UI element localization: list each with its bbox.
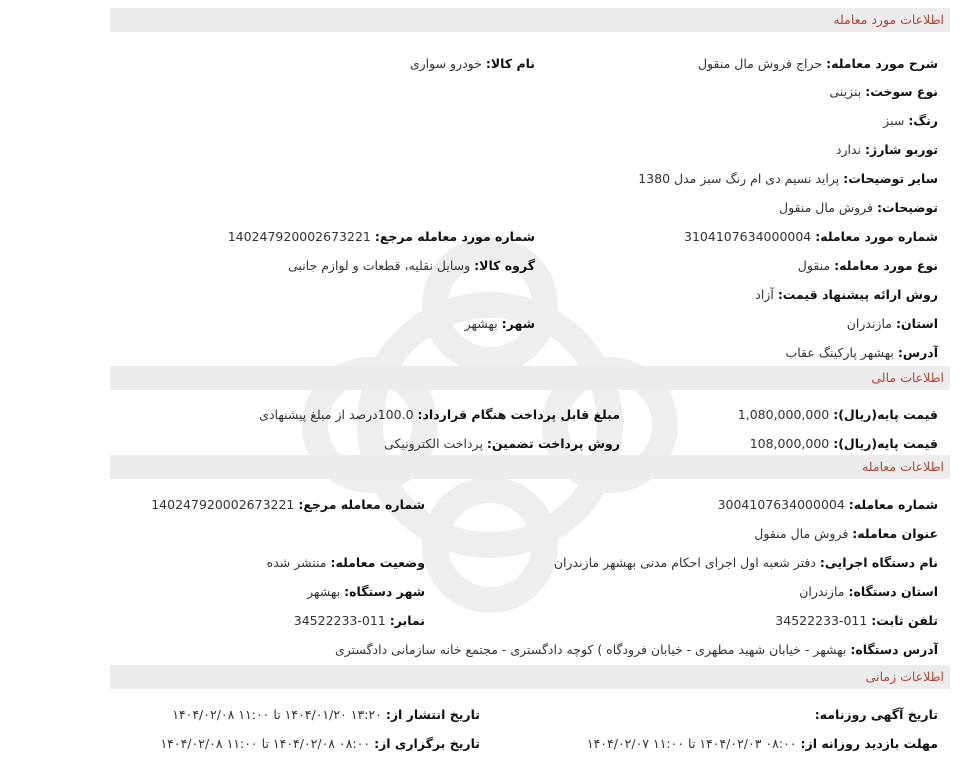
guarantee-price: قیمت پایه(ریال): 108,000,000 <box>749 436 938 451</box>
deal-number: شماره معامله: 3004107634000004 <box>717 497 938 512</box>
deal-ref-number: شماره معامله مرجع: 140247920002673221 <box>151 497 425 512</box>
turbo: توربو شارژ: ندارد <box>835 142 938 157</box>
holding-date: تاریخ برگزاری از: ۰۸:۰۰ ۱۴۰۴/۰۲/۰۸ تا ۱۱:۰۰ ۱۴۰۴/۰۲/۰۸ <box>160 736 480 751</box>
section-title: اطلاعات زمانی <box>865 669 944 684</box>
goods-name: نام کالا: خودرو سواری <box>409 56 535 71</box>
section-title: اطلاعات مورد معامله <box>833 12 944 27</box>
section-header-deal <box>110 455 950 479</box>
section-title: اطلاعات مالی <box>871 370 944 385</box>
city: شهر: بهشهر <box>464 316 535 331</box>
ad-date: تاریخ آگهی روزنامه: <box>814 707 938 722</box>
color: رنگ: سبز <box>883 113 938 128</box>
goods-group: گروه کالا: وسایل نقلیه، قطعات و لوازم جانبی <box>288 258 535 273</box>
fuel-type: نوع سوخت: بنزینی <box>829 84 938 99</box>
guarantee-pay-method: روش پرداخت تضمین: پرداخت الکترونیکی <box>384 436 620 451</box>
org-phone: تلفن ثابت: 011-34522233 <box>775 613 938 628</box>
other-desc: سایر توضیحات: پراید نسیم دی ام رنگ سبز مدل 1380 <box>638 171 938 186</box>
address: آدرس: بهشهر پارکینگ عقاب <box>785 345 938 360</box>
section-header-item <box>110 8 950 32</box>
offer-method: روش ارائه پیشنهاد قیمت: آزاد <box>755 287 938 302</box>
deal-title: عنوان معامله: فروش مال منقول <box>754 526 938 541</box>
section-header-time <box>110 665 950 689</box>
visit-deadline: مهلت بازدید روزانه از: ۰۸:۰۰ ۱۴۰۴/۰۲/۰۳ تا ۱۱:۰۰ ۱۴۰۴/۰۲/۰۷ <box>586 736 938 751</box>
org-fax: نمابر: 011-34522233 <box>293 613 425 628</box>
item-number: شماره مورد معامله: 3104107634000004 <box>684 229 938 244</box>
deal-status: وضعیت معامله: منتشر شده <box>266 555 425 570</box>
notes: توضیحات: فروش مال منقول <box>779 200 938 215</box>
watermark-logo <box>280 215 700 635</box>
item-desc: شرح مورد معامله: حراج فروش مال منقول <box>697 56 938 71</box>
payable-amount: مبلغ قابل پرداخت هنگام قرارداد: 100.0درصد از مبلغ پیشنهادی <box>259 407 620 422</box>
org-city: شهر دستگاه: بهشهر <box>307 584 425 599</box>
item-ref-number: شماره مورد معامله مرجع: 140247920002673221 <box>227 229 535 244</box>
section-title: اطلاعات معامله <box>862 459 944 474</box>
province: استان: مازندران <box>846 316 938 331</box>
publish-date: تاریخ انتشار از: ۱۳:۲۰ ۱۴۰۴/۰۱/۲۰ تا ۱۱:۰۰ ۱۴۰۴/۰۲/۰۸ <box>172 707 480 722</box>
section-header-finance <box>110 366 950 390</box>
org-province: استان دستگاه: مازندران <box>799 584 938 599</box>
item-type: نوع مورد معامله: منقول <box>797 258 938 273</box>
executive-org: نام دستگاه اجرایی: دفتر شعبه اول اجرای احکام مدنی بهشهر مازندران <box>553 555 938 570</box>
base-price: قیمت پایه(ریال): 1,080,000,000 <box>737 407 938 422</box>
org-address: آدرس دستگاه: بهشهر - خیابان شهید مطهری - خیابان فرودگاه ) کوچه دادگستری - مجتمع خانه سازمانی دادگستری <box>334 642 938 657</box>
